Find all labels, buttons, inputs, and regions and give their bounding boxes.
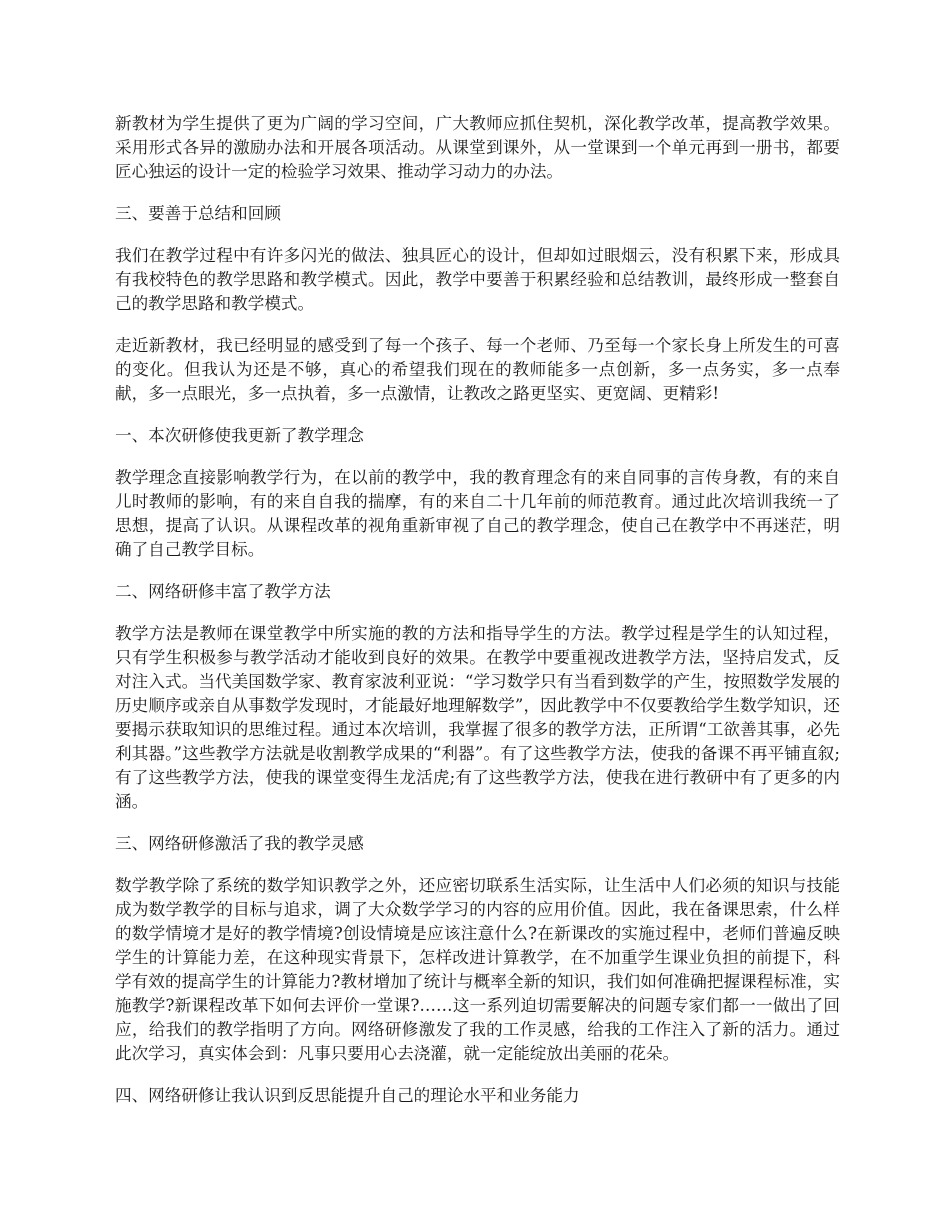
document-page bbox=[115, 112, 840, 1126]
section-heading-inspiration: 三、网络研修激活了我的教学灵感 bbox=[115, 834, 364, 853]
paragraph-6: 数学教学除了系统的数学知识教学之外，还应密切联系生活实际，让生活中人们必须的知识与技能成为数学教学的目标与追求，调了大众数学学习的内容的应用价值。因此，我在备课思索，什么样的数学情境才是好的教学情境?创设情境是应该注意什么?在新课改的实施过程中，老师们普遍反映学生的计算能力差，在这种现实背景下，怎样改进计算教学，在不加重学生课业负担的前提下，科学有效的提高学生的计算能力?教材增加了统计与概率全新的知识，我们如何准确把握课程标准，实施教学?新课程改革下如何去评价一堂课?……这一系列迫切需要解决的问题专家们都一一做出了回应，给我们的教学指明了方向。网络研修激发了我的工作灵感，给我的工作注入了新的活力。通过此次学习，真实体会到：凡事只要用心去浇灌，就一定能绽放出美丽的花朵。 bbox=[115, 876, 840, 1063]
paragraph-1: 新教材为学生提供了更为广阔的学习空间，广大教师应抓住契机，深化教学改革，提高教学效果。采用形式各异的激励办法和开展各项活动。从课堂到课外，从一堂课到一个单元再到一册书，都要匠心独运的设计一定的检验学习效果、推动学习动力的办法。 bbox=[115, 114, 840, 181]
paragraph-5: 教学方法是教师在课堂教学中所实施的教的方法和指导学生的方法。教学过程是学生的认知过程，只有学生积极参与教学活动才能收到良好的效果。在教学中要重视改进教学方法，坚持启发式，反对注入式。当代美国数学家、教育家波利亚说：“学习数学只有当看到数学的产生，按照数学发展的历史顺序或亲自从事数学发现时，才能最好地理解数学”，因此教学中不仅要教给学生数学知识，还要揭示获取知识的思维过程。通过本次培训，我掌握了很多的教学方法，正所谓“工欲善其事，必先利其器。”这些教学方法就是收割教学成果的“利器”。有了这些教学方法，使我的备课不再平铺直叙;有了这些教学方法，使我的课堂变得生龙活虎;有了这些教学方法，使我在进行教研中有了更多的内涵。 bbox=[115, 624, 840, 811]
section-heading-concept: 一、本次研修使我更新了教学理念 bbox=[115, 426, 364, 445]
paragraph-2: 我们在教学过程中有许多闪光的做法、独具匠心的设计，但却如过眼烟云，没有积累下来，形成具有我校特色的教学思路和教学模式。因此，教学中要善于积累经验和总结教训，最终形成一整套自己的教学思路和教学模式。 bbox=[115, 246, 840, 313]
paragraph-4: 教学理念直接影响教学行为，在以前的教学中，我的教育理念有的来自同事的言传身教，有的来自儿时教师的影响，有的来自自我的揣摩，有的来自二十几年前的师范教育。通过此次培训我统一了思想，提高了认识。从课程改革的视角重新审视了自己的教学理念，使自己在教学中不再迷茫，明确了自己教学目标。 bbox=[115, 468, 840, 559]
section-heading-summary: 三、要善于总结和回顾 bbox=[115, 204, 281, 223]
section-heading-methods: 二、网络研修丰富了教学方法 bbox=[115, 582, 331, 601]
section-heading-reflection: 四、网络研修让我认识到反思能提升自己的理论水平和业务能力 bbox=[115, 1086, 580, 1105]
paragraph-3: 走近新教材，我已经明显的感受到了每一个孩子、每一个老师、乃至每一个家长身上所发生的可喜的变化。但我认为还是不够，真心的希望我们现在的教师能多一点创新，多一点务实，多一点奉献，多一点眼光，多一点执着，多一点激情，让教改之路更坚实、更宽阔、更精彩! bbox=[115, 336, 840, 403]
